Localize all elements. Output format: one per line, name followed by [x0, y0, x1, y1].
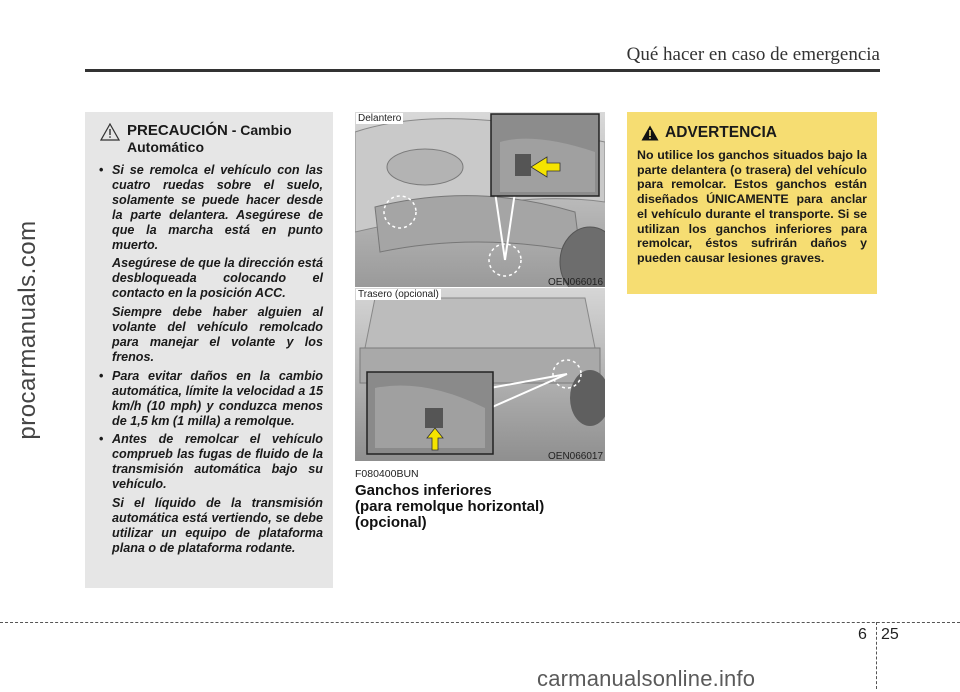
rear-car-illustration [355, 288, 605, 461]
front-car-illustration [355, 112, 605, 287]
section-code: F080400BUN [355, 468, 419, 480]
page-header-title: Qué hacer en caso de emergencia [626, 44, 880, 65]
warning-text: No utilice los ganchos situados bajo la parte delantera (o trasera) del vehículo para remolcar. Estos ganchos están diseñados ÚNICAMENTE para anclar el vehículo durante el transporte. Si se utilizan los ganchos inferiores para remolcar, éstos sufrirán daños y pueden causar lesiones graves. [637, 148, 867, 265]
footer-rule [0, 622, 960, 623]
rear-tow-hook-photo [355, 288, 605, 461]
warning-title: ADVERTENCIA [665, 124, 777, 141]
caution-paragraph: Si el líquido de la transmisión automática está vertiendo, se debe utilizar un equipo de plataforma plana o de plataforma rodante. [112, 496, 323, 555]
section-title-line: (opcional) [355, 514, 427, 531]
caution-paragraph: Asegúrese de que la dirección está desbloqueada colocando el contacto en la posición ACC. [112, 256, 323, 301]
warning-triangle-icon [641, 125, 659, 141]
caution-header [97, 122, 323, 155]
front-photo-code: OEN066016 [548, 277, 604, 288]
caution-item: • Si se remolca el vehículo con las cuatro ruedas sobre el suelo, solamente se puede hacer desde la parte delantera. Asegúrese de que la marcha está en punto muerto. [97, 163, 323, 252]
caution-title-line [127, 122, 323, 139]
caution-title: PRECAUCIÓN [127, 122, 228, 139]
warning-box [627, 112, 877, 294]
front-photo-label: Delantero [358, 113, 402, 124]
caution-item: • Para evitar daños en la cambio automática, límite la velocidad a 15 km/h (10 mph) y conduzca menos de 1,5 km (1 milla) a remolque. [97, 369, 323, 429]
caution-triangle-icon [100, 123, 120, 141]
caution-title-suffix: - Cambio [227, 122, 292, 138]
page-number: 25 [881, 626, 899, 643]
chapter-number: 6 [858, 626, 867, 643]
warning-header [637, 124, 867, 144]
rear-photo-code: OEN066017 [548, 451, 604, 462]
bottom-watermark: carmanualsonline.info [537, 666, 756, 691]
footer-divider [876, 622, 877, 689]
caution-item: • Antes de remolcar el vehículo comprueb las fugas de fluido de la transmisión automática bajo su vehículo. [97, 432, 323, 492]
header-rule [85, 69, 880, 72]
front-tow-hook-photo [355, 112, 605, 287]
section-title [355, 483, 605, 531]
side-watermark-text: procarmanuals.com [14, 220, 41, 440]
caution-list [97, 163, 323, 556]
caution-paragraph: Siempre debe haber alguien al volante del vehículo remolcado para manejar el volante y los frenos. [112, 305, 323, 364]
caution-subtitle: Automático [127, 139, 204, 155]
section-title-line: Ganchos inferiores [355, 482, 492, 499]
section-title-line: (para remolque horizontal) [355, 498, 545, 515]
caution-box [85, 112, 333, 588]
side-watermark [6, 140, 50, 520]
rear-photo-label: Trasero (opcional) [358, 289, 439, 300]
